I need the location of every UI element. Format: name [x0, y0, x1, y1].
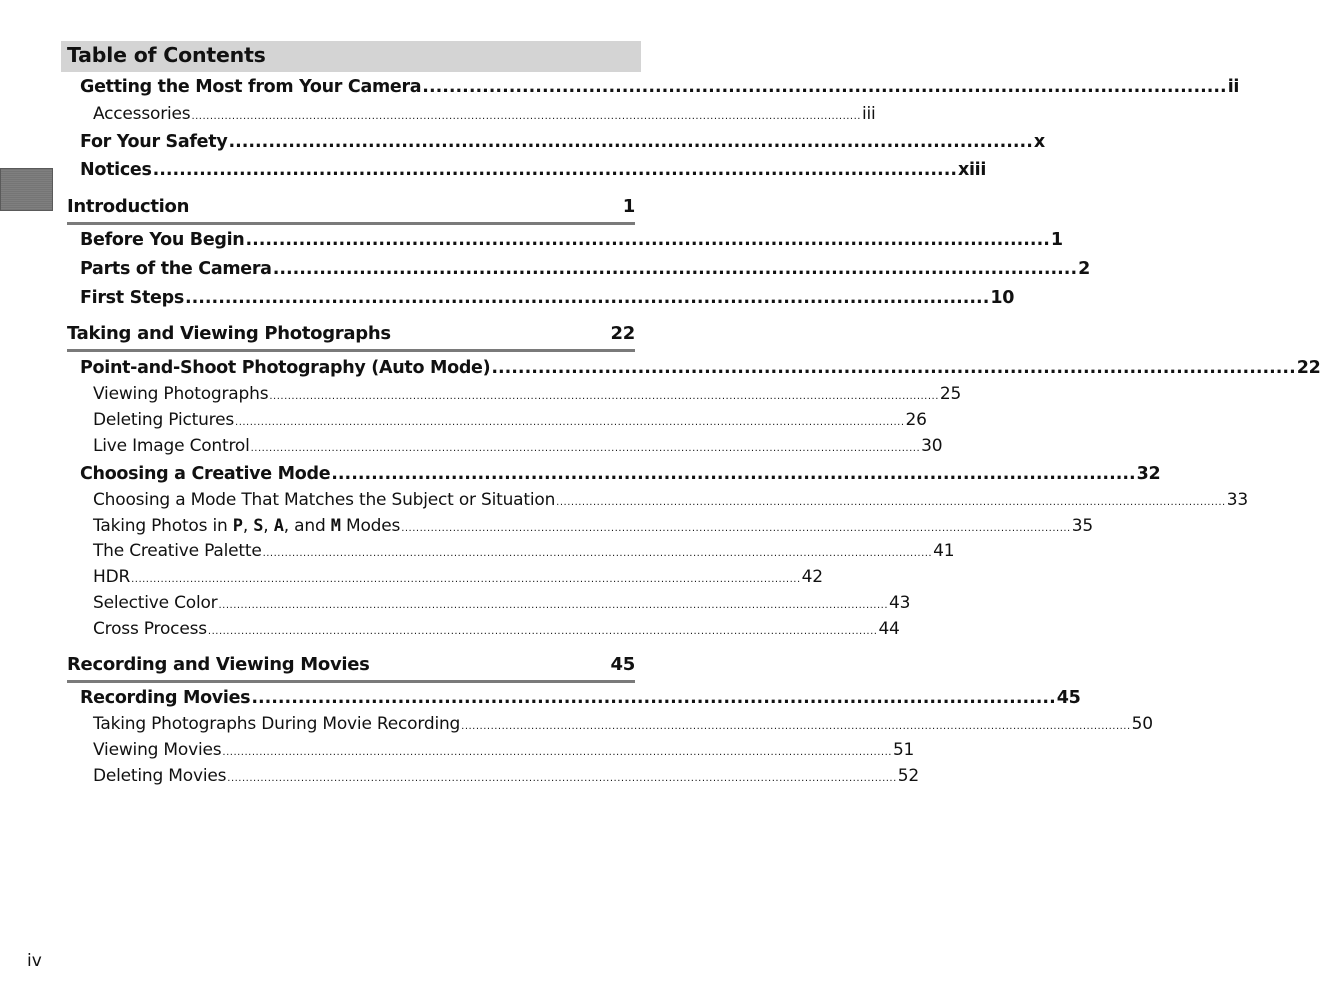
entry-title: Choosing a Mode That Matches the Subject or Situation: [93, 490, 556, 510]
leader-dots: ......................................................................................................................................................................................: [269, 391, 939, 402]
mode-letter-p: P: [232, 516, 243, 536]
entry-title: Before You Begin: [80, 230, 245, 250]
entry-page: 45: [1056, 688, 1081, 708]
toc-entry-viewing-movies[interactable]: [93, 740, 915, 760]
title-part: ,: [242, 516, 254, 536]
toc-entry-getting-most[interactable]: [80, 77, 1240, 97]
toc-entry-first-steps[interactable]: [80, 288, 1015, 308]
title-part: , and: [283, 516, 331, 536]
toc-entry-parts-of-camera[interactable]: [80, 259, 1090, 279]
toc-entry-before-you-begin[interactable]: [80, 230, 1063, 250]
toc-entry-selective-color[interactable]: [93, 593, 911, 613]
toc-entry-hdr[interactable]: [93, 567, 823, 587]
leader-dots: .........................................................................................................................: [184, 288, 990, 308]
mode-letter-s: S: [253, 516, 264, 536]
chapter-title: Introduction: [67, 196, 190, 217]
leader-dots: ......................................................................................................................................................................................: [262, 548, 933, 559]
toc-entry-cross-process[interactable]: [93, 619, 900, 639]
leader-dots: ......................................................................................................................................................................................: [131, 574, 801, 585]
leader-dots: ......................................................................................................................................................................................: [218, 600, 889, 611]
toc-entry-deleting-movies[interactable]: [93, 766, 920, 786]
entry-title: HDR: [93, 567, 131, 587]
title-part: Taking Photos in: [93, 516, 233, 536]
chapter-heading-taking-viewing-photographs[interactable]: [67, 323, 635, 352]
entry-title: Taking Photographs During Movie Recording: [93, 714, 461, 734]
entry-page: iii: [861, 104, 876, 124]
entry-title: Point-and-Shoot Photography (Auto Mode): [80, 358, 491, 378]
toc-entry-psam-modes[interactable]: [93, 516, 1093, 536]
entry-title: Deleting Movies: [93, 766, 227, 786]
entry-page: 25: [939, 384, 962, 404]
leader-dots: .........................................................................................................................: [251, 688, 1056, 708]
leader-dots: ......................................................................................................................................................................................: [401, 523, 1071, 534]
entry-page: 51: [892, 740, 915, 760]
entry-title: For Your Safety: [80, 132, 228, 152]
leader-dots: ......................................................................................................................................................................................: [191, 111, 861, 122]
entry-title: Viewing Photographs: [93, 384, 269, 404]
entry-page: 2: [1078, 259, 1090, 279]
entry-page: 42: [801, 567, 823, 587]
chapter-title: Taking and Viewing Photographs: [67, 323, 391, 344]
toc-header-banner: [61, 41, 641, 72]
leader-dots: ......................................................................................................................................................................................: [556, 497, 1226, 508]
entry-title: Accessories: [93, 104, 191, 124]
entry-title: Parts of the Camera: [80, 259, 272, 279]
leader-dots: ......................................................................................................................................................................................: [235, 417, 905, 428]
leader-dots: .........................................................................................................................: [245, 230, 1050, 250]
toc-entry-safety[interactable]: [80, 132, 1045, 152]
entry-page: 52: [897, 766, 920, 786]
page-title: Table of Contents: [67, 43, 266, 67]
entry-page: 41: [933, 541, 955, 561]
toc-entry-deleting-pictures[interactable]: [93, 410, 927, 430]
entry-title: The Creative Palette: [93, 541, 262, 561]
entry-page: 30: [921, 436, 943, 456]
toc-entry-notices[interactable]: [80, 160, 987, 180]
leader-dots: .........................................................................................................................: [228, 132, 1033, 152]
entry-title: [93, 516, 400, 536]
entry-title: Selective Color: [93, 593, 218, 613]
entry-page: x: [1033, 132, 1045, 152]
entry-page: ii: [1227, 77, 1240, 97]
chapter-page: 22: [610, 323, 635, 344]
leader-dots: ......................................................................................................................................................................................: [461, 721, 1131, 732]
leader-dots: ......................................................................................................................................................................................: [250, 443, 921, 454]
leader-dots: ......................................................................................................................................................................................: [207, 626, 878, 637]
entry-title: Viewing Movies: [93, 740, 222, 760]
entry-title: Recording Movies: [80, 688, 251, 708]
leader-dots: .........................................................................................................................: [331, 464, 1136, 484]
entry-title: Choosing a Creative Mode: [80, 464, 331, 484]
entry-page: 32: [1136, 464, 1161, 484]
toc-entry-point-and-shoot[interactable]: [80, 358, 1321, 378]
chapter-title: Recording and Viewing Movies: [67, 654, 370, 675]
entry-title: Notices: [80, 160, 152, 180]
title-part: Modes: [340, 516, 401, 536]
leader-dots: .........................................................................................................................: [272, 259, 1078, 279]
toc-entry-creative-palette[interactable]: [93, 541, 955, 561]
entry-page: 33: [1226, 490, 1248, 510]
chapter-heading-introduction[interactable]: [67, 196, 635, 225]
entry-title: Live Image Control: [93, 436, 250, 456]
leader-dots: ......................................................................................................................................................................................: [222, 747, 892, 758]
mode-letter-m: M: [330, 516, 341, 536]
entry-page: 1: [1050, 230, 1063, 250]
entry-page: 35: [1071, 516, 1093, 536]
toc-entry-accessories[interactable]: [93, 104, 876, 124]
entry-title: First Steps: [80, 288, 184, 308]
toc-entry-recording-movies[interactable]: [80, 688, 1081, 708]
section-thumb-tab: [0, 168, 53, 211]
leader-dots: .........................................................................................................................: [152, 160, 957, 180]
entry-page: 50: [1131, 714, 1153, 734]
toc-entry-viewing-photographs[interactable]: [93, 384, 962, 404]
entry-page: 10: [990, 288, 1015, 308]
chapter-page: 45: [610, 654, 635, 675]
toc-entry-live-image-control[interactable]: [93, 436, 943, 456]
toc-entry-mode-matches-subject[interactable]: [93, 490, 1248, 510]
entry-page: xiii: [958, 160, 987, 180]
entry-page: 22: [1296, 358, 1321, 378]
entry-page: 43: [889, 593, 911, 613]
entry-title: Cross Process: [93, 619, 207, 639]
toc-entry-choosing-creative-mode[interactable]: [80, 464, 1161, 484]
entry-page: 26: [905, 410, 927, 430]
chapter-heading-recording-viewing-movies[interactable]: [67, 654, 635, 683]
leader-dots: .........................................................................................................................: [422, 77, 1227, 97]
entry-title: Getting the Most from Your Camera: [80, 77, 422, 97]
entry-page: 44: [878, 619, 900, 639]
toc-entry-photos-during-movie[interactable]: [93, 714, 1153, 734]
mode-letter-a: A: [273, 516, 284, 536]
leader-dots: ......................................................................................................................................................................................: [227, 773, 897, 784]
chapter-page: 1: [622, 196, 635, 217]
leader-dots: .........................................................................................................................: [491, 358, 1296, 378]
page-folio: iv: [27, 951, 42, 971]
entry-title: Deleting Pictures: [93, 410, 235, 430]
title-part: ,: [263, 516, 274, 536]
